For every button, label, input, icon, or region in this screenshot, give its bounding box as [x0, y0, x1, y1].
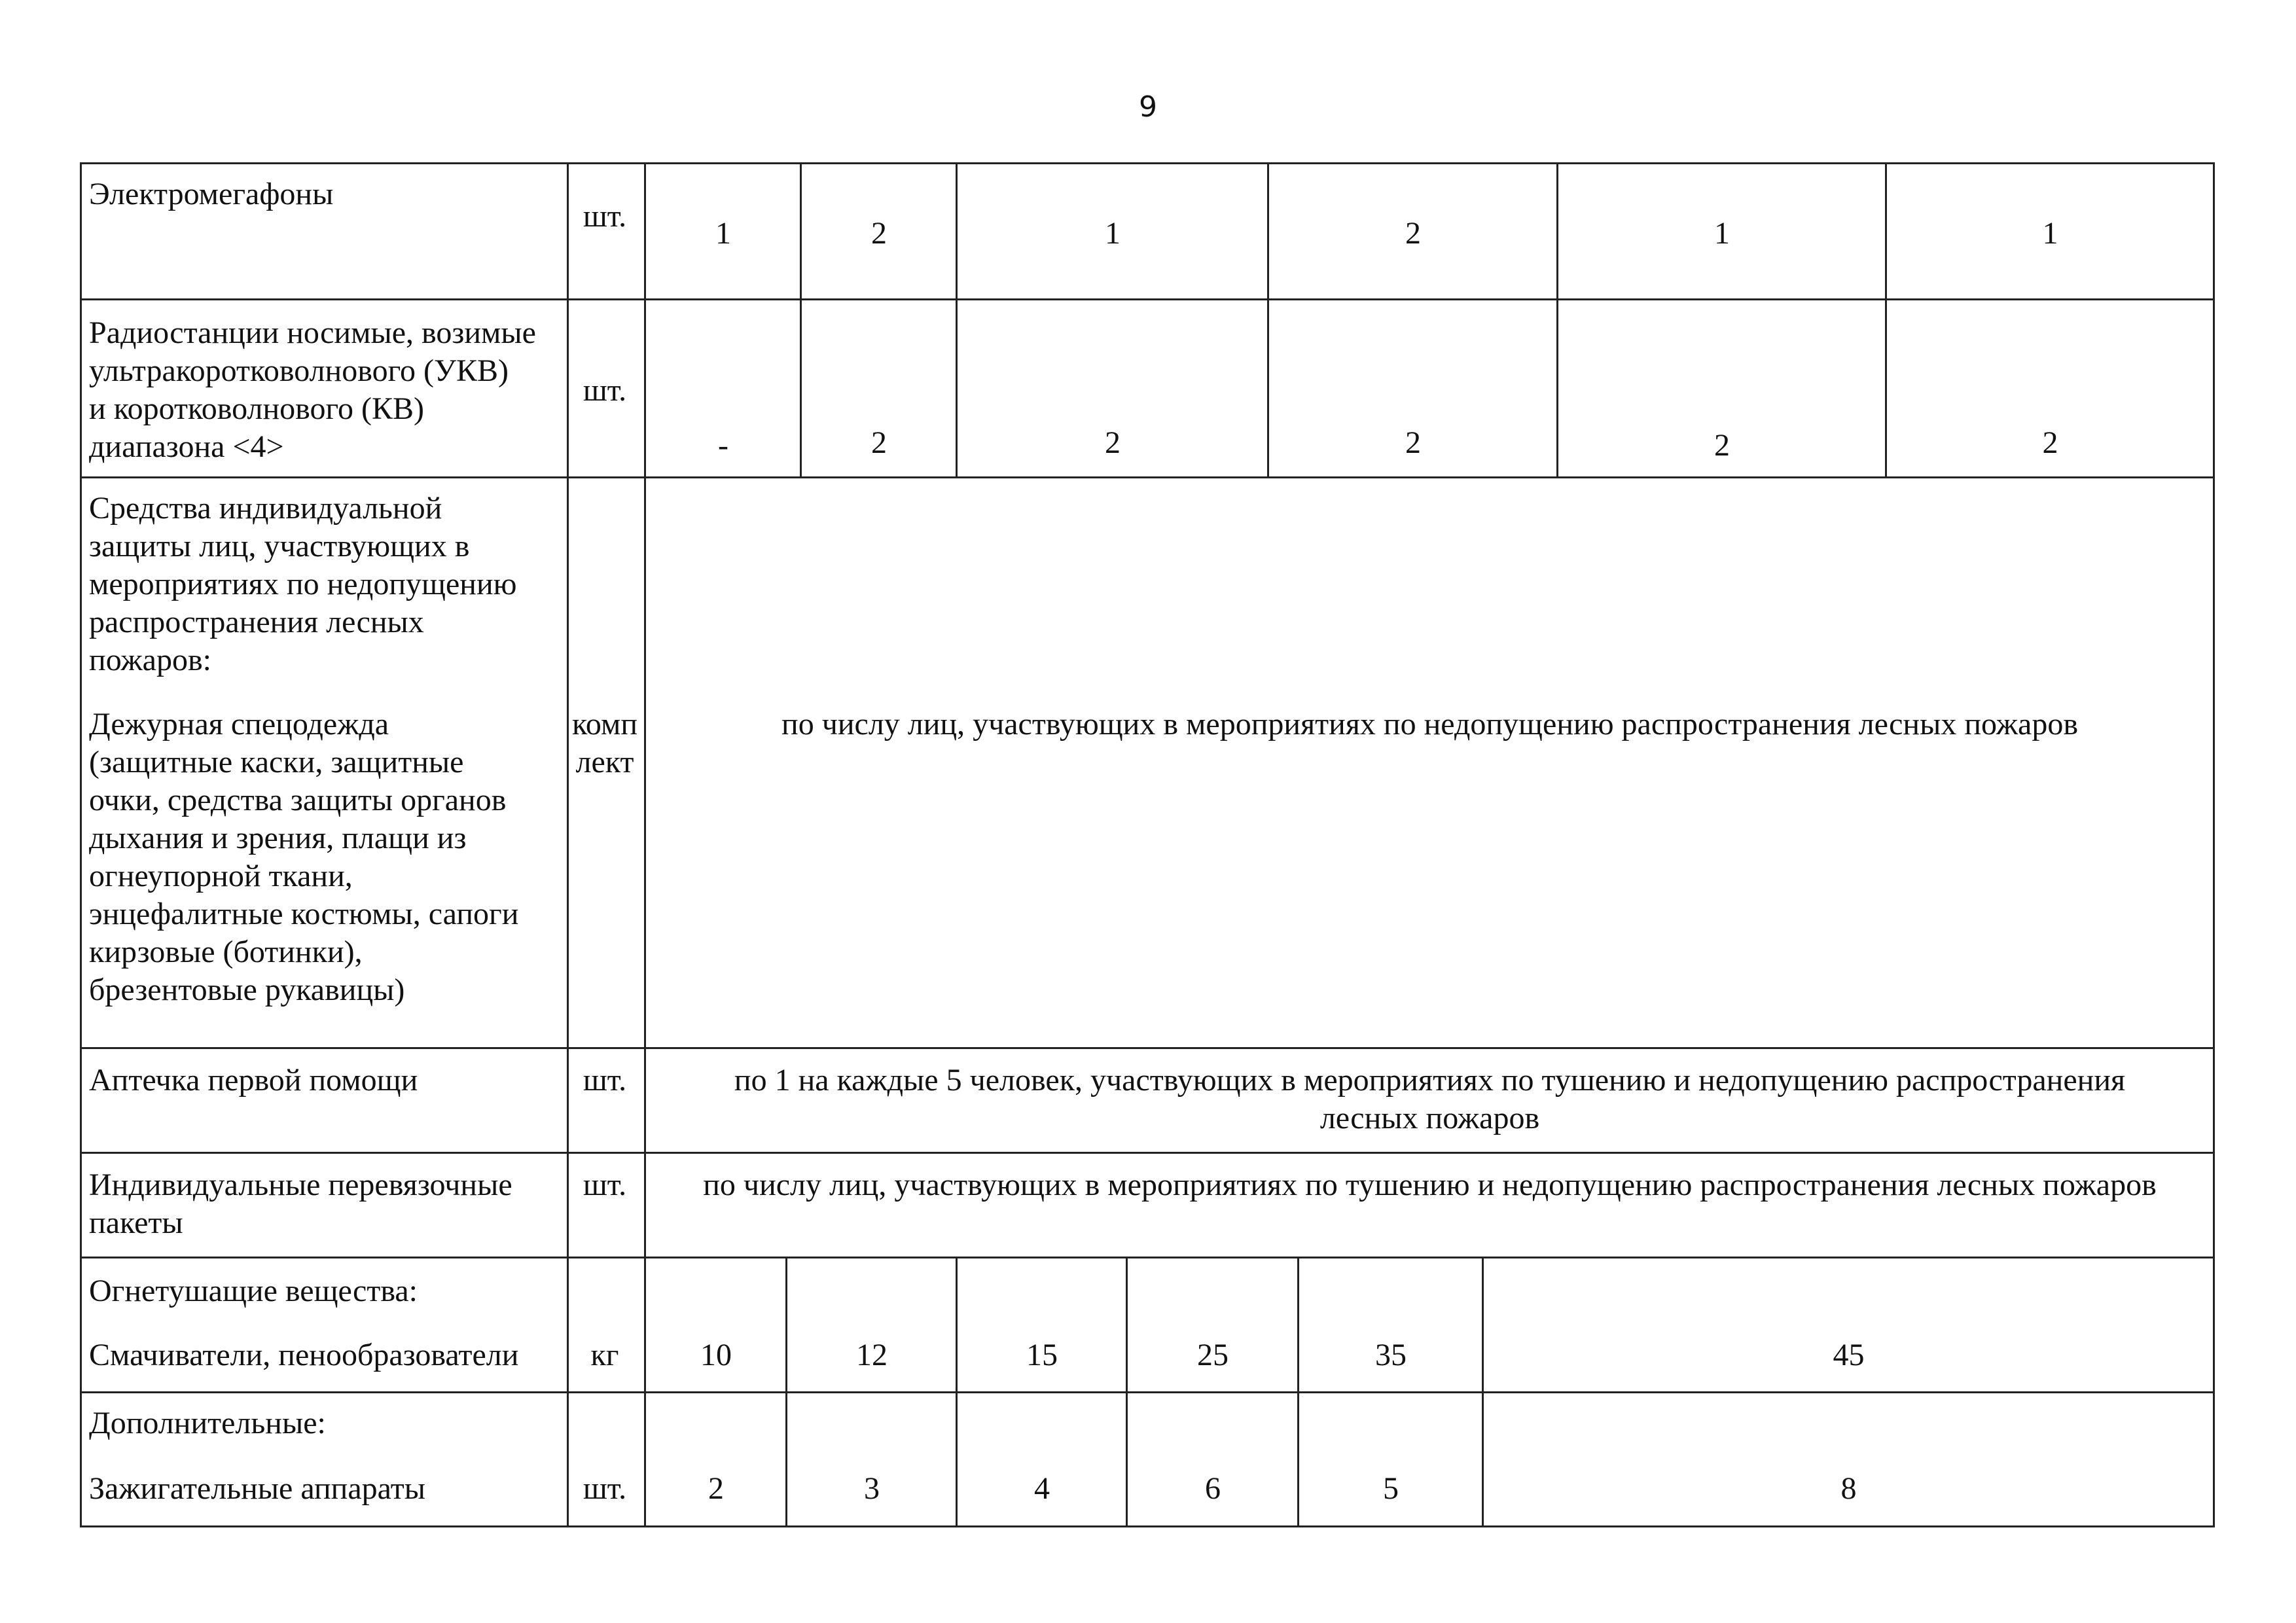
table-cell: 35 [1375, 1338, 1407, 1372]
equipment-table [80, 162, 2215, 1527]
table-cell: 6 [1205, 1471, 1221, 1506]
table-cell: 2 [1105, 425, 1121, 460]
table-rule [1885, 162, 1887, 476]
table-rule [956, 1257, 958, 1527]
table-rule [80, 1152, 2215, 1154]
table-cell: - [718, 428, 728, 463]
row-label-dressing-packs: Индивидуальные перевязочные пакеты [89, 1168, 512, 1240]
table-rule [1297, 1257, 1299, 1527]
table-merged-cell: по числу лиц, участвующих в мероприятиях по тушению и недопущению распространения лесных пожаров [703, 1168, 2157, 1202]
row-heading-additional: Дополнительные: [89, 1406, 326, 1440]
table-cell: 5 [1383, 1471, 1399, 1506]
table-rule [80, 1391, 2215, 1393]
row-unit: шт. [583, 199, 627, 234]
table-rule [80, 162, 82, 1527]
table-rule [1556, 162, 1558, 476]
table-cell: 1 [1714, 216, 1730, 251]
table-rule [644, 162, 646, 1527]
row-unit: шт. [583, 373, 627, 408]
table-cell: 12 [856, 1338, 888, 1372]
table-cell: 1 [1105, 216, 1121, 251]
page-number: 9 [1139, 90, 1157, 124]
table-cell: 2 [1714, 428, 1730, 463]
table-rule [1482, 1257, 1484, 1527]
table-cell: 2 [871, 425, 887, 460]
table-cell: 1 [2042, 216, 2058, 251]
table-cell: 10 [700, 1338, 732, 1372]
row-label-radio-stations: Радиостанции носимые, возимые ультракоротковолнового (УКВ) и коротковолнового (КВ) диапазона <4> [89, 315, 536, 464]
row-unit: шт. [583, 1063, 627, 1097]
table-rule [567, 162, 569, 1527]
row-label-wetting-agents: Смачиватели, пенообразователи [89, 1338, 519, 1372]
table-cell: 15 [1026, 1338, 1058, 1372]
row-heading-extinguishing-agents: Огнетушащие вещества: [89, 1274, 418, 1308]
table-rule [80, 1525, 2215, 1527]
table-merged-cell: по 1 на каждые 5 человек, участвующих в мероприятиях по тушению и недопущению распространения лесных пожаров [734, 1063, 2126, 1135]
row-unit: кг [590, 1338, 619, 1372]
table-cell: 2 [1405, 425, 1421, 460]
table-cell: 45 [1833, 1338, 1865, 1372]
table-cell: 2 [2042, 425, 2058, 460]
table-rule [1267, 162, 1269, 476]
table-rule [1126, 1257, 1128, 1527]
row-unit: шт. [583, 1168, 627, 1202]
table-rule [80, 162, 2215, 164]
row-label-electromegaphones: Электромегафоны [89, 177, 334, 211]
table-rule [785, 1257, 787, 1527]
table-cell: 1 [715, 216, 731, 251]
table-rule [800, 162, 802, 476]
row-unit: комп лект [571, 707, 638, 779]
table-cell: 4 [1034, 1471, 1050, 1506]
row-label-duty-workwear: Дежурная спецодежда (защитные каски, защитные очки, средства защиты органов дыхания и зрения, плащи из огнеупорной ткани, энцефалитные костюмы, сапоги кирзовые (ботинки), брезентовые рукавицы) [89, 707, 519, 1007]
table-rule [80, 1257, 2215, 1258]
row-unit: шт. [583, 1471, 627, 1506]
row-label-first-aid-kit: Аптечка первой помощи [89, 1063, 418, 1097]
table-cell: 2 [1405, 216, 1421, 251]
table-cell: 3 [864, 1471, 880, 1506]
table-rule [80, 476, 2215, 478]
table-rule [2213, 162, 2215, 1527]
row-label-ignition-devices: Зажигательные аппараты [89, 1471, 425, 1506]
table-rule [956, 162, 958, 476]
table-cell: 8 [1840, 1471, 1857, 1506]
table-merged-cell: по числу лиц, участвующих в мероприятиях по недопущению распространения лесных пожаров [781, 707, 2078, 741]
row-heading-protective-equipment: Средства индивидуальной защиты лиц, участвующих в мероприятиях по недопущению распространения лесных пожаров: [89, 491, 517, 677]
table-cell: 25 [1197, 1338, 1229, 1372]
table-cell: 2 [871, 216, 887, 251]
table-rule [80, 298, 2215, 300]
table-cell: 2 [708, 1471, 724, 1506]
table-rule [80, 1047, 2215, 1049]
